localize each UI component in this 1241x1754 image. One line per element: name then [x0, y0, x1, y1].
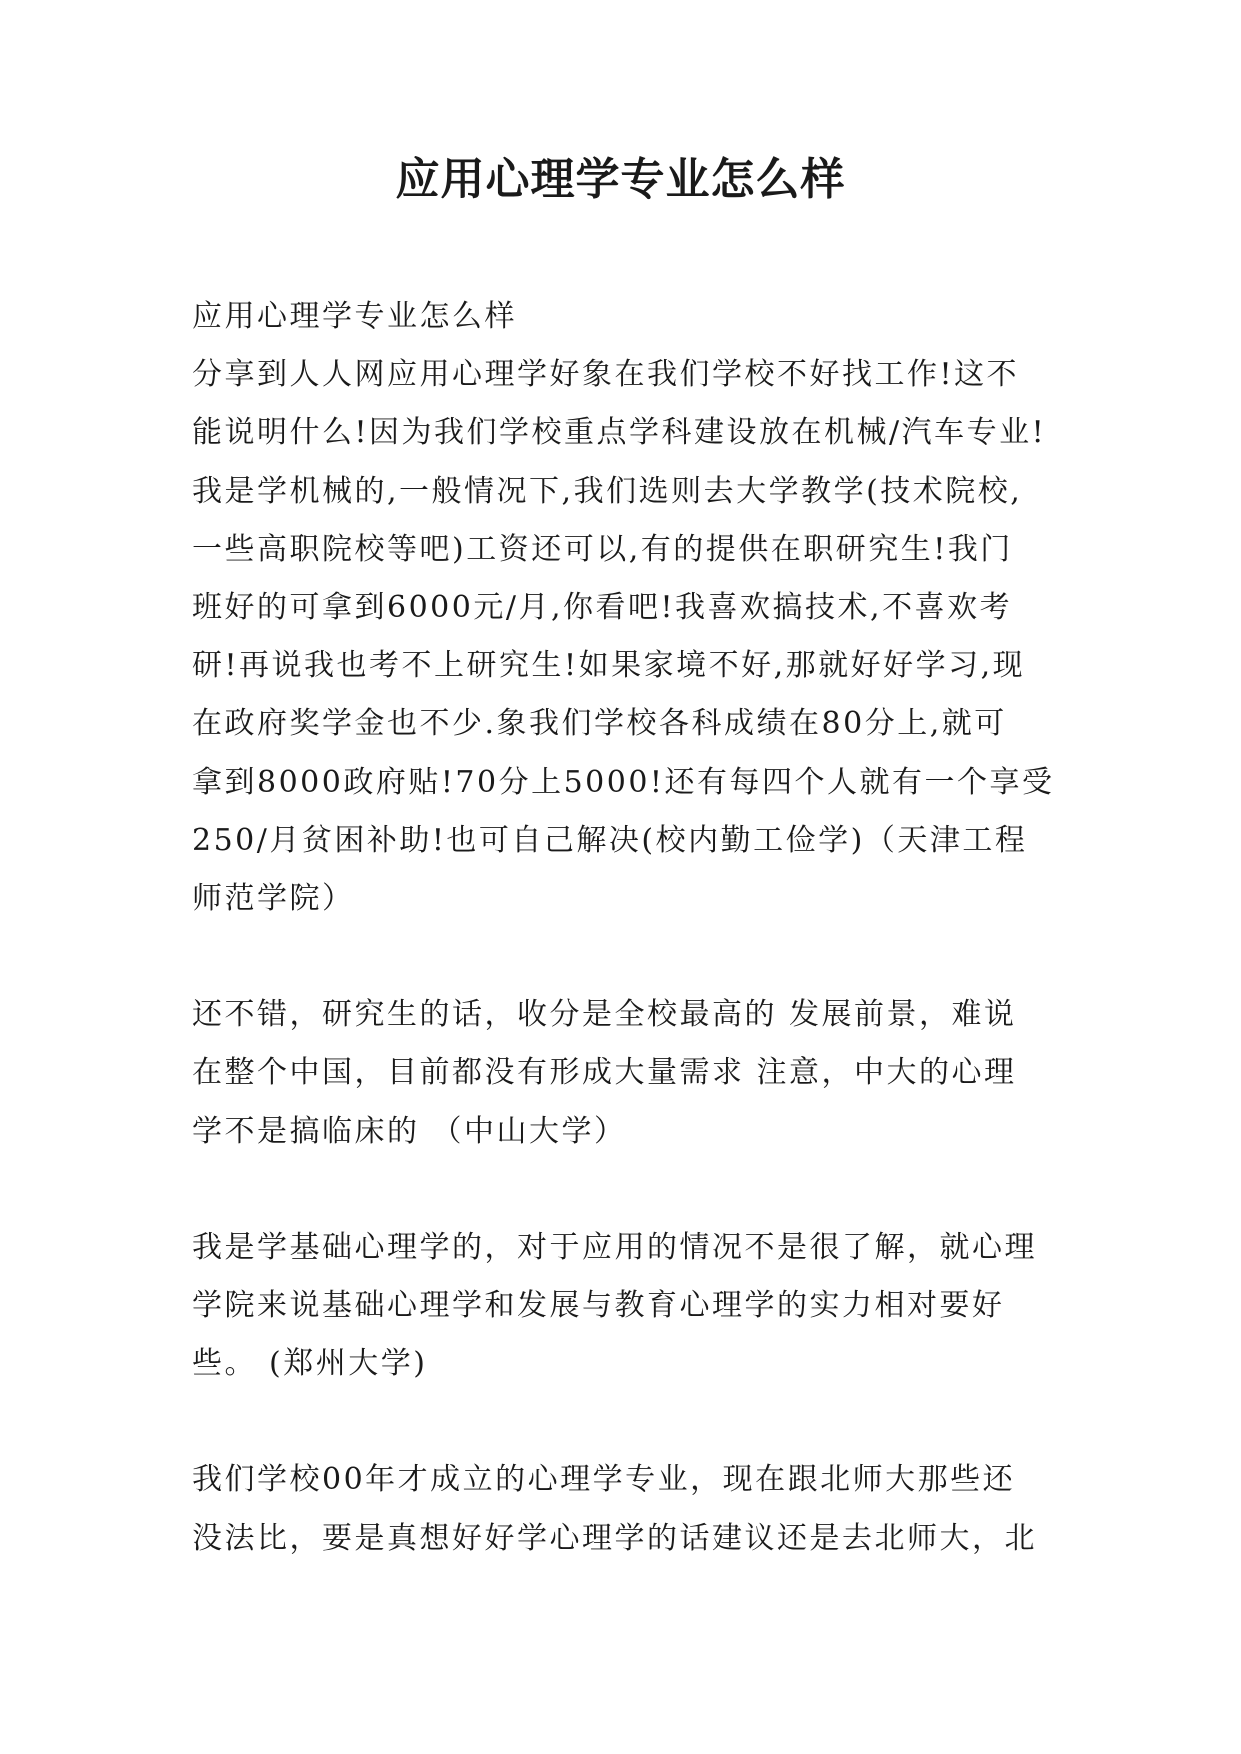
- text-line: 在政府奖学金也不少.象我们学校各科成绩在80分上,就可: [192, 706, 1007, 742]
- paragraph-3: [192, 1219, 1064, 1394]
- text-line: 没法比，要是真想好好学心理学的话建议还是去北师大，北: [192, 1520, 1037, 1556]
- paragraph-spacer: [192, 1393, 1064, 1451]
- text-line: 研!再说我也考不上研究生!如果家境不好,那就好好学习,现: [192, 648, 1026, 684]
- paragraph-2: [192, 986, 1064, 1161]
- text-line: 我是学机械的,一般情况下,我们选则去大学教学(技术院校,: [192, 473, 1023, 509]
- text-line: 还不错，研究生的话，收分是全校最高的 发展前景，难说: [192, 997, 1017, 1033]
- text-line: 些。 (郑州大学): [192, 1346, 428, 1382]
- text-line: 班好的可拿到6000元/月,你看吧!我喜欢搞技术,不喜欢考: [192, 590, 1013, 626]
- paragraph-1: [192, 288, 1064, 928]
- text-line: 在整个中国，目前都没有形成大量需求 注意，中大的心理: [192, 1055, 1017, 1091]
- text-line: 拿到8000政府贴!70分上5000!还有每四个人就有一个享受: [192, 764, 1055, 800]
- paragraph-spacer: [192, 1161, 1064, 1219]
- text-line: 我是学基础心理学的，对于应用的情况不是很了解，就心理: [192, 1229, 1037, 1265]
- text-line: 分享到人人网应用心理学好象在我们学校不好找工作!这不: [192, 357, 1020, 393]
- text-line: 应用心理学专业怎么样: [192, 299, 517, 334]
- text-line: 能说明什么!因为我们学校重点学科建设放在机械/汽车专业!: [192, 415, 1047, 451]
- text-line: 学不是搞临床的 （中山大学）: [192, 1113, 627, 1149]
- document-body: [192, 288, 1064, 1568]
- text-line: 我们学校00年才成立的心理学专业，现在跟北师大那些还: [192, 1462, 1016, 1498]
- text-line: 一些高职院校等吧)工资还可以,有的提供在职研究生!我门: [192, 531, 1013, 567]
- text-line: 学院来说基础心理学和发展与教育心理学的实力相对要好: [192, 1288, 1005, 1324]
- text-line: 250/月贫困补助!也可自己解决(校内勤工俭学)（天津工程: [192, 822, 1028, 858]
- text-line: 师范学院）: [192, 881, 355, 917]
- paragraph-4: [192, 1451, 1064, 1567]
- paragraph-spacer: [192, 928, 1064, 986]
- document-title: 应用心理学专业怎么样: [395, 154, 846, 205]
